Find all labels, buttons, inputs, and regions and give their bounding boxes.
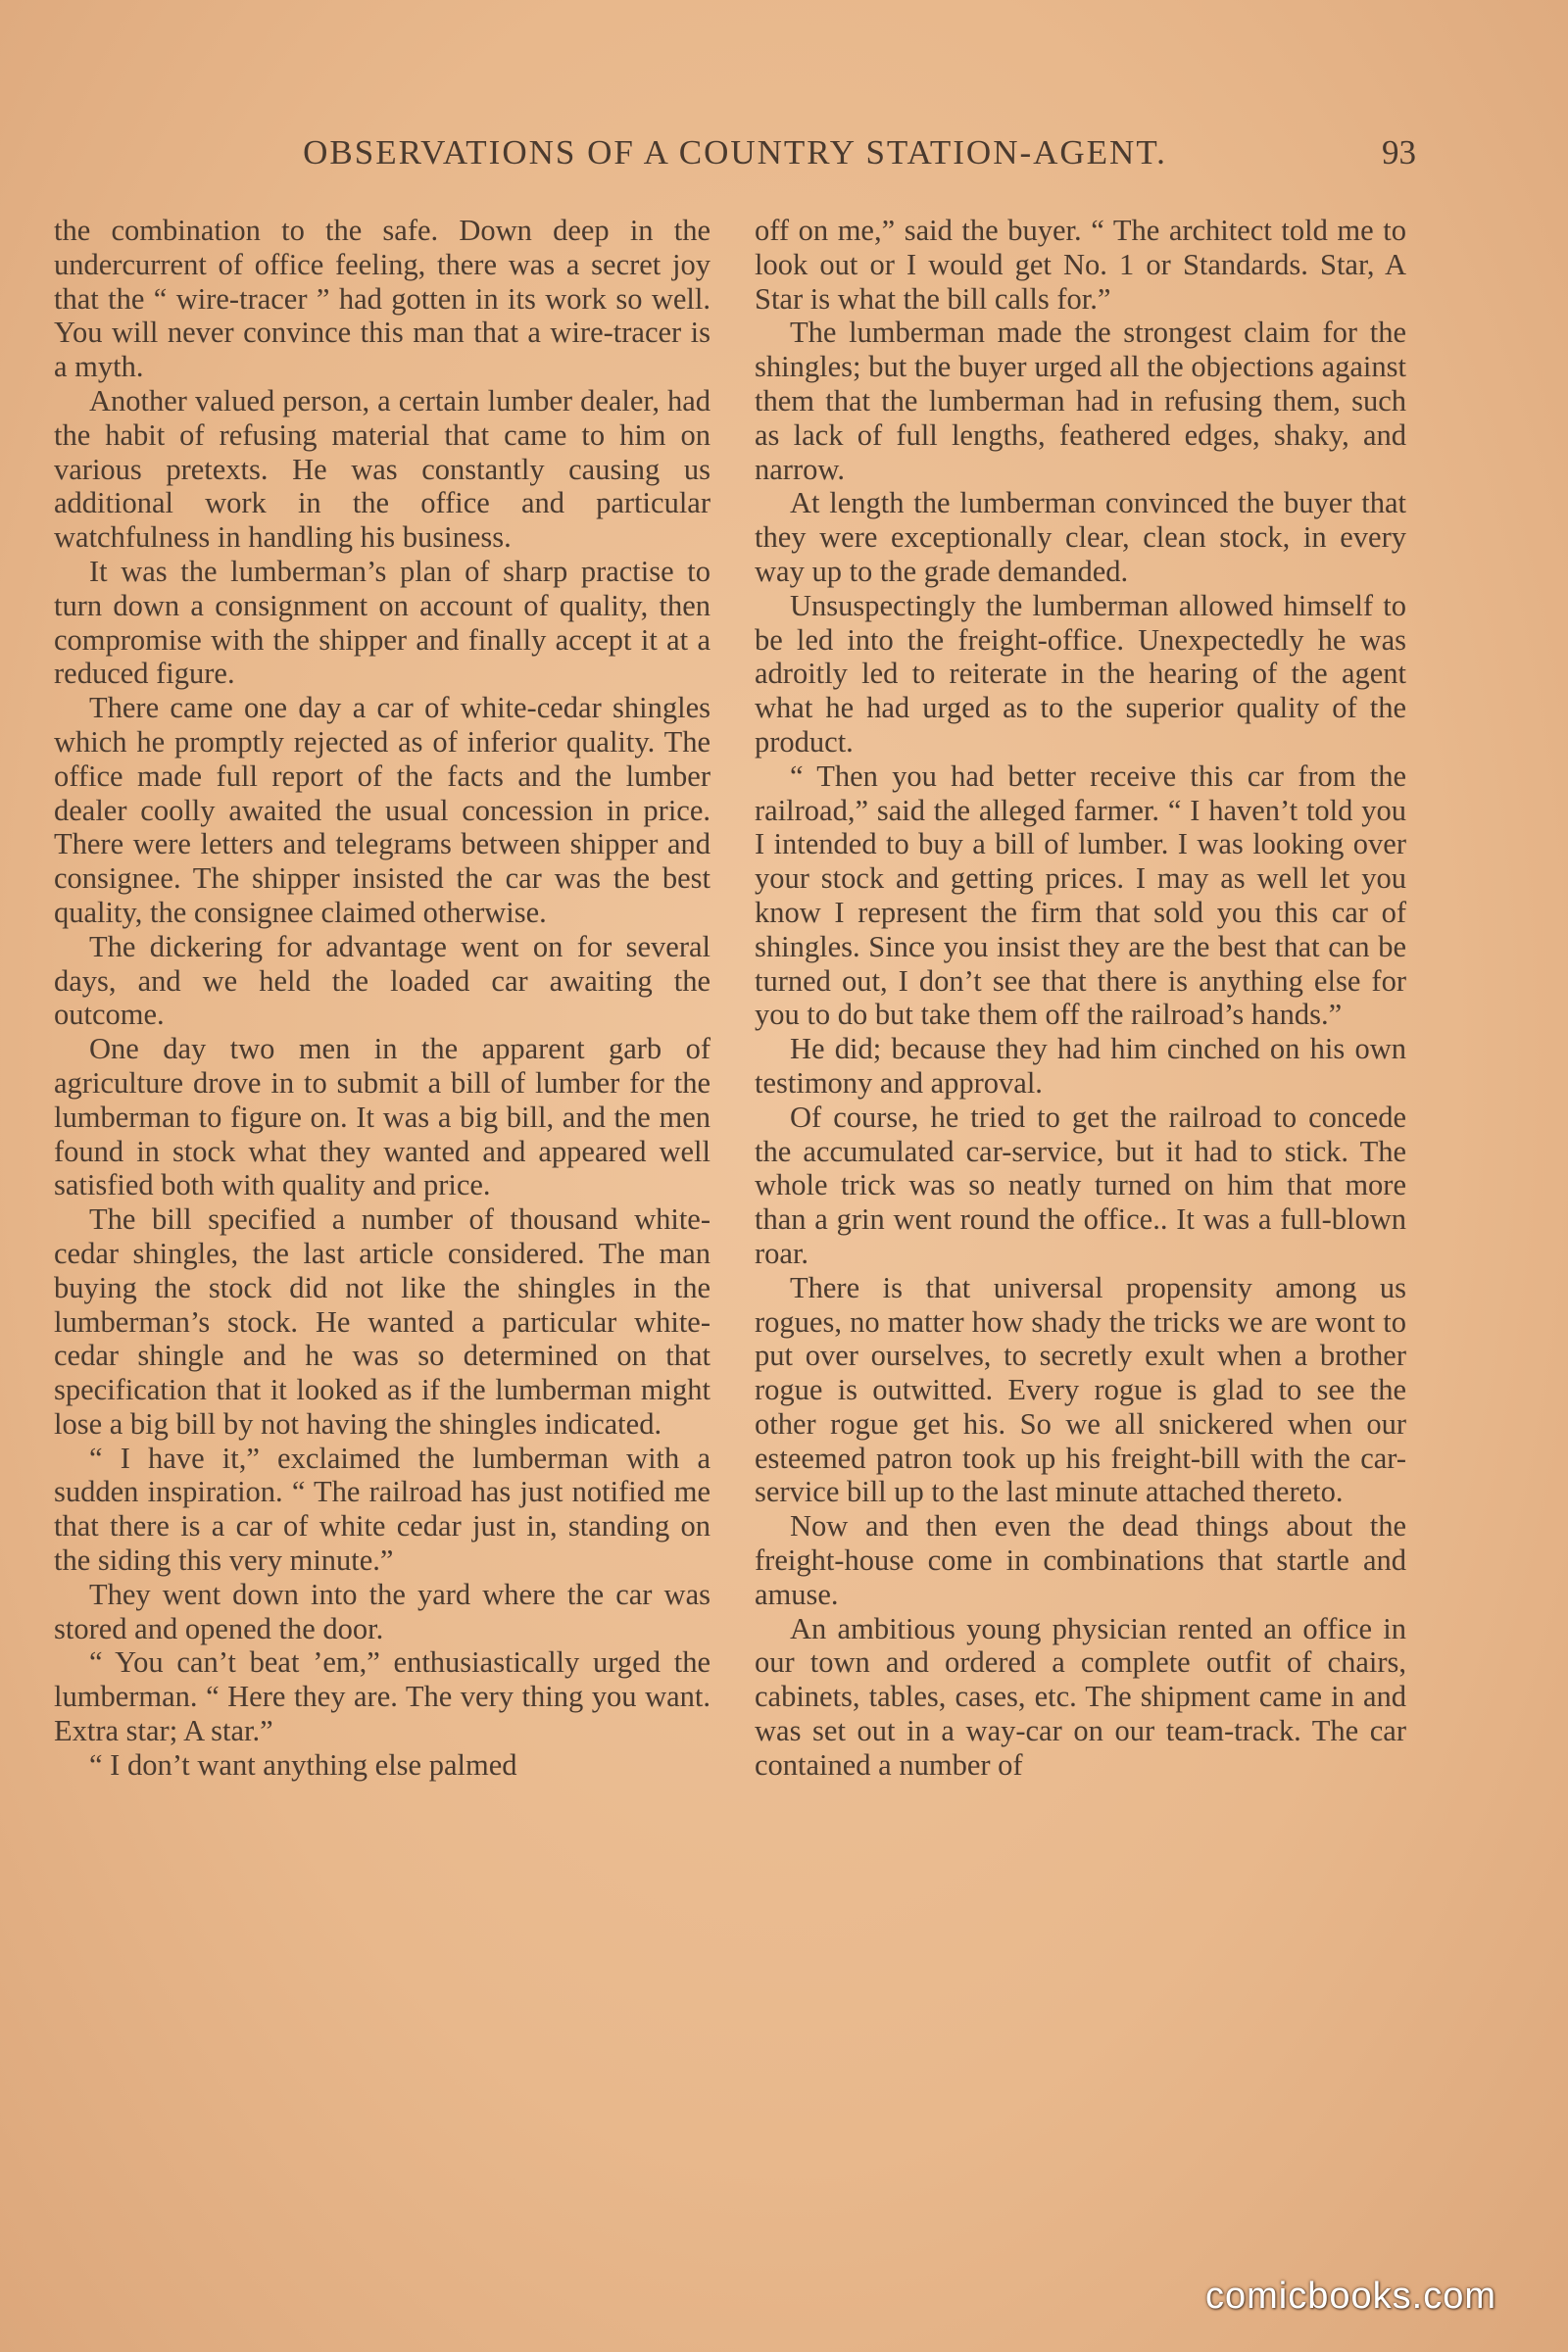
page-header <box>54 129 1416 188</box>
paragraph: “ Then you had better receive this car from the railroad,” said the alleged farmer. “ I haven’t told you I intended to buy a bill of lumber. I was looking over your stock and getting prices. I may as well let you know I represent the firm that sold you this car of shingles. Since you insist they are the best that can be turned out, I don’t see that there is anything else for you to do but take them off the railroad’s hands.” <box>755 759 1406 1032</box>
paragraph: There came one day a car of white-cedar shingles which he promptly rejected as of inferior quality. The office made full report of the facts and the lumber dealer coolly awaited the usual concession in price. There were letters and telegrams between shipper and consignee. The shipper insisted the car was the best quality, the consignee claimed otherwise. <box>54 691 710 929</box>
paragraph: Of course, he tried to get the railroad to concede the accumulated car-service, but it had to stick. The whole trick was so neatly turned on him that more than a grin went round the office.. It was a full-blown roar. <box>755 1100 1406 1270</box>
paragraph: At length the lumberman convinced the buyer that they were exceptionally clear, clean stock, in every way up to the grade demanded. <box>755 486 1406 588</box>
right-column <box>755 214 1406 1783</box>
paragraph: Now and then even the dead things about the freight-house come in combinations that startle and amuse. <box>755 1509 1406 1611</box>
paragraph: The lumberman made the strongest claim for the shingles; but the buyer urged all the objections against them that the lumberman had in refusing them, such as lack of full lengths, feathered edges, shaky, and narrow. <box>755 316 1406 486</box>
paragraph: “ I have it,” exclaimed the lumberman with a sudden inspiration. “ The railroad has just notified me that there is a car of white cedar just in, standing on the siding this very minute.” <box>54 1441 710 1578</box>
paragraph: Unsuspectingly the lumberman allowed himself to be led into the freight-office. Unexpectedly he was adroitly led to reiterate in the hearing of the agent what he had urged as to the superior quality of the product. <box>755 588 1406 759</box>
left-column <box>54 214 710 1783</box>
paragraph: He did; because they had him cinched on his own testimony and approval. <box>755 1032 1406 1100</box>
paragraph: One day two men in the apparent garb of agriculture drove in to submit a bill of lumber for the lumberman to figure on. It was a big bill, and the men found in stock what they wanted and appeared well satisfied both with quality and price. <box>54 1032 710 1202</box>
paragraph: off on me,” said the buyer. “ The architect told me to look out or I would get No. 1 or Standards. Star, A Star is what the bill calls for.” <box>755 214 1406 316</box>
paragraph: They went down into the yard where the car was stored and opened the door. <box>54 1577 710 1645</box>
paragraph: Another valued person, a certain lumber dealer, had the habit of refusing material that came to him on various pretexts. He was constantly causing us additional work in the office and particular watchfulness in handling his business. <box>54 383 710 555</box>
paragraph: “ You can’t beat ’em,” enthusiastically urged the lumberman. “ Here they are. The very thing you want. Extra star; A star.” <box>54 1645 710 1748</box>
paragraph: It was the lumberman’s plan of sharp practise to turn down a consignment on account of quality, then compromise with the shipper and finally accept it at a reduced figure. <box>54 554 710 691</box>
watermark: comicbooks.com <box>1205 2276 1496 2317</box>
paragraph: the combination to the safe. Down deep in the undercurrent of office feeling, there was a secret joy that the “ wire-tracer ” had gotten in its work so well. You will never convince this man that a wire-tracer is a myth. <box>54 214 710 384</box>
paragraph: An ambitious young physician rented an office in our town and ordered a complete outfit of chairs, cabinets, tables, cases, etc. The shipment came in and was set out in a way-car on our team-track. The car contained a number of <box>755 1611 1406 1782</box>
paragraph: “ I don’t want anything else palmed <box>89 1747 517 1782</box>
running-title: OBSERVATIONS OF A COUNTRY STATION-AGENT. <box>303 133 1167 172</box>
page-number: 93 <box>1382 133 1416 172</box>
paragraph: There is that universal propensity among us rogues, no matter how shady the tricks we are wont to put over ourselves, to secretly exult when a brother rogue is outwitted. Every rogue is glad to see the other rogue get his. So we all snickered when our esteemed patron took up his freight-bill with the car-service bill up to the last minute attached thereto. <box>755 1270 1406 1509</box>
paragraph: The dickering for advantage went on for several days, and we held the loaded car awaiting the outcome. <box>54 929 710 1032</box>
paragraph: The bill specified a number of thousand white-cedar shingles, the last article considered. The man buying the stock did not like the shingles in the lumberman’s stock. He wanted a particular white-cedar shingle and he was so determined on that specification that it looked as if the lumberman might lose a big bill by not having the shingles indicated. <box>54 1202 710 1441</box>
